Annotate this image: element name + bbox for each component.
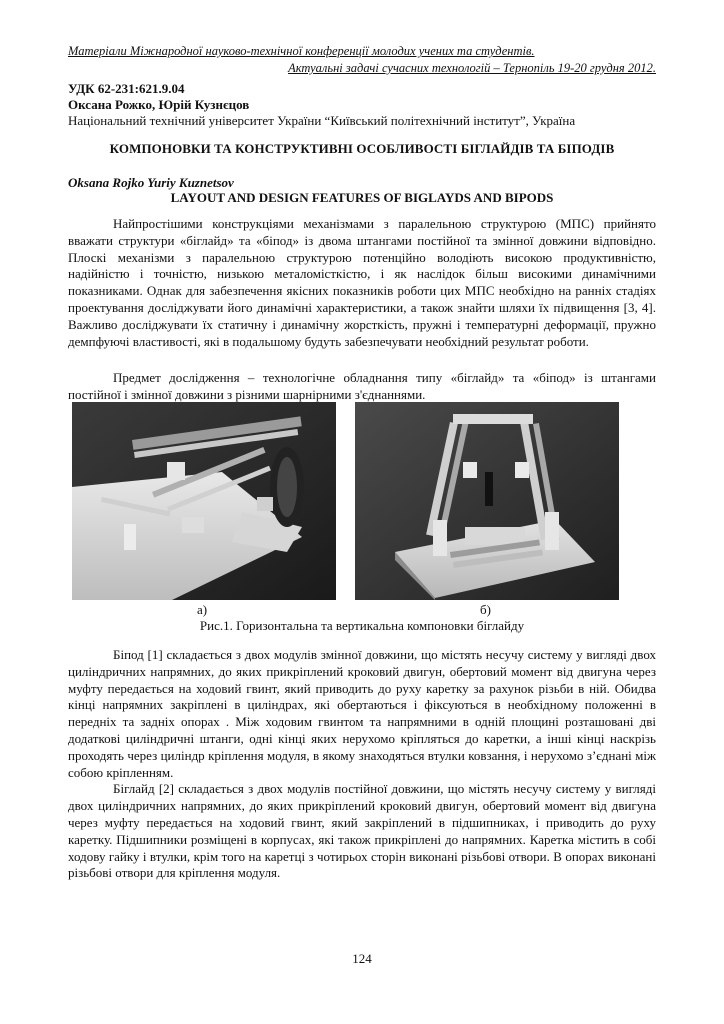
paragraph-bipod: Біпод [1] складається з двох модулів змінної довжини, що містять несучу систему у вигляді двох циліндричних напрямних, до яких прикріплений кроковий двигун, обертовий момент від двигуна через муфту передається на ходовий гвинт, який приводить до руху каретку за рахунок різьби в ній. Обидва кінці напрямних закріплені в циліндрах, які обертаються і фіксуються в необхідному положенні в передніх та задніх опорах . Між ходовим гвинтом та напрямними в одній площині розташовані дві додаткові циліндричні штанги, одні кінці яких нерухомо кріпляться до каретки, а інші кінці наскрізь проходять через циліндр кріплення модуля, в якому знаходяться втулки ковзання, і нерухомо з’єднані між собою кріпленням.	[68, 647, 656, 780]
body-section-1	[68, 216, 656, 350]
udk-code: УДК 62-231:621.9.04	[68, 81, 185, 96]
figure-photo-horizontal-biglide	[72, 402, 336, 600]
paragraph-intro: Найпростішими конструкціями механізмами з паралельною структурою (МПС) прийнято вважати структури «біглайд» та «біпод» із двома штангами постійної та змінної довжини відповідно. Плоскі механізми з паралельною структурою потенційно володіють високою продуктивністю, надійністю і точністю, низькою металомісткістю, і як наслідок більш високими динамічними показниками. Однак для забезпечення якісних показників роботи цих МПС необхідно на ранніх стадіях проектування досліджувати його динамічні характеристики, а також знайти шляхи їх підвищення [3, 4]. Важливо досліджувати їх статичну і динамічну жорсткість, пружні і температурні деформації, пружно демпфуючі властивості, які в подальшому будуть забезпечувати необхідний результат роботи.	[68, 216, 656, 349]
authors-en: Oksana Rojko Yuriy Kuznetsov	[68, 175, 234, 190]
conference-header-line1: Матеріали Міжнародної науково-технічної конференції молодих учених та студентів.	[68, 44, 535, 58]
figure-label-a: а)	[197, 602, 208, 617]
page-number: 124	[352, 951, 372, 966]
figure-caption: Рис.1. Горизонтальна та вертикальна компоновки біглайду	[199, 618, 525, 633]
body-section-3	[68, 647, 656, 882]
authors-ua: Оксана Рожко, Юрій Кузнєцов	[68, 97, 250, 112]
body-section-2	[68, 370, 656, 404]
figure-label-b: б)	[480, 602, 491, 617]
conference-header-line2: Актуальні задачі сучасних технологій – Тернопіль 19-20 грудня 2012.	[288, 61, 656, 75]
paper-title-ua: КОМПОНОВКИ ТА КОНСТРУКТИВНІ ОСОБЛИВОСТІ БІГЛАЙДІВ ТА БІПОДІВ	[109, 141, 615, 156]
paper-title-en: LAYOUT AND DESIGN FEATURES OF BIGLAYDS AND BIPODS	[170, 190, 554, 205]
figure-photo-vertical-biglide	[355, 402, 619, 600]
paragraph-subject: Предмет дослідження – технологічне обладнання типу «біглайд» та «біпод» із штангами постійної і змінної довжини з різними шарнірними з'єднаннями.	[68, 370, 656, 402]
paragraph-biglide: Біглайд [2] складається з двох модулів постійної довжини, що містять несучу систему у вигляді двох циліндричних напрямних, до яких прикріплений кроковий двигун, обертовий момент від двигуна через муфту передається на ходовий гвинт, який закріплений в підшипниках, і приводить до руху каретку. Підшипники розміщені в корпусах, які також прикріплені до напрямних. Каретка містить в собі ходову гайку і втулки, крім того на каретці з чотирьох сторін виконані різьбові отвори. В опорах виконані різьбові отвори для кріплення модуля.	[68, 781, 656, 881]
affiliation: Національний технічний університет України “Київський політехнічний інститут”, Україна	[68, 113, 576, 128]
